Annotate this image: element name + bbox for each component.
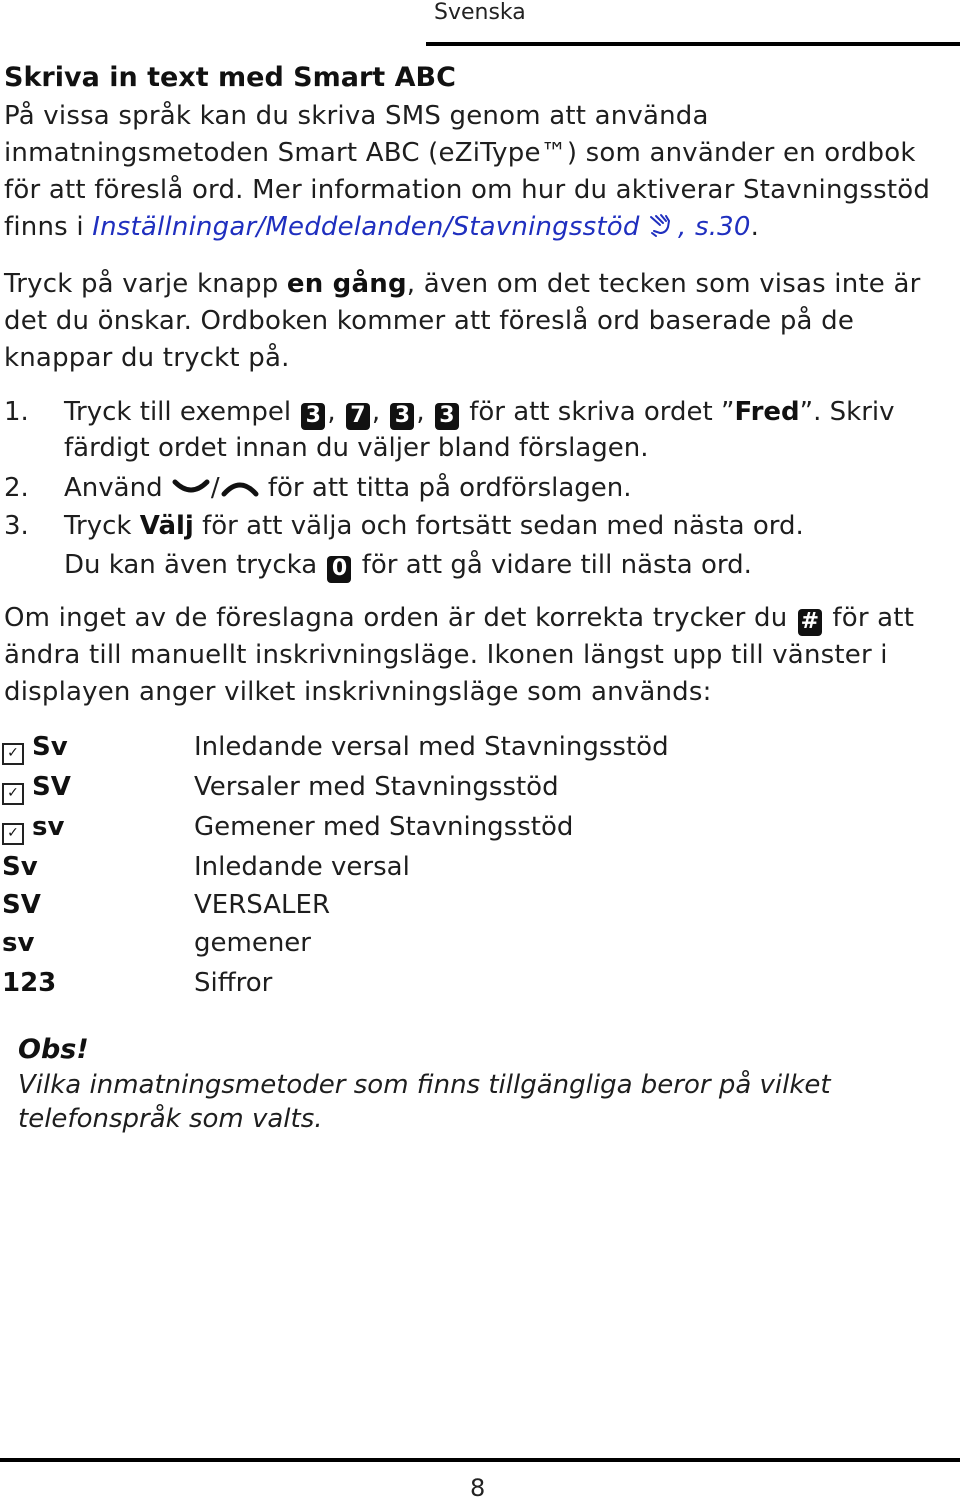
step-text	[64, 508, 804, 545]
key-3: 3	[435, 403, 459, 430]
para2-text-b: , även om det tecken som visas inte är det du önskar. Ordboken kommer att föreslå ord baserade på de knappar du tryckt på.	[4, 269, 921, 373]
up-arrow-icon	[220, 472, 260, 494]
section-title: Skriva in text med Smart ABC	[4, 62, 456, 93]
intro-end: .	[750, 212, 760, 242]
step-2-text-b: för att titta på ordförslagen.	[267, 473, 632, 503]
step-1-text-a: Tryck till exempel	[64, 397, 292, 427]
step-text	[64, 470, 632, 507]
page-number: 8	[470, 1474, 486, 1502]
step-3-text-b: för att välja och fortsätt sedan med nästa ord.	[193, 511, 804, 541]
mode-symbol: Sv	[2, 852, 38, 882]
step-3-line2-a: Du kan även trycka	[64, 550, 318, 580]
step-1	[4, 394, 960, 468]
mode-row	[0, 772, 960, 812]
para2-bold: en gång	[286, 269, 407, 299]
mode-description: Inledande versal	[194, 852, 410, 882]
step-3	[4, 508, 960, 584]
key-3: 3	[301, 403, 325, 430]
mode-row	[0, 928, 960, 968]
key-hash: #	[798, 609, 822, 636]
intro-text: På vissa språk kan du skriva SMS genom att använda inmatningsmetoden Smart ABC (eZiType™) som använder en ordbok för att föreslå ord. Mer information om hur du aktiverar Stavningsstöd finns i	[4, 101, 931, 242]
checkbox-icon: ✓	[2, 823, 24, 845]
header-rule	[426, 42, 960, 46]
step-3-line2-b: för att gå vidare till nästa ord.	[361, 550, 752, 580]
step-2-text-a: Använd	[64, 473, 163, 503]
mode-row	[0, 852, 960, 892]
settings-path-link[interactable]: Inställningar/Meddelanden/Stavningsstöd	[92, 212, 640, 242]
mode-description: Inledande versal med Stavningsstöd	[194, 732, 669, 762]
step-text	[64, 394, 895, 431]
mode-description: Versaler med Stavningsstöd	[194, 772, 559, 802]
mode-symbol: sv	[2, 928, 35, 958]
mode-row	[0, 968, 960, 1008]
checkbox-icon: ✓	[2, 743, 24, 765]
input-mode-list	[0, 732, 960, 1012]
footer-rule	[0, 1458, 960, 1462]
mode-symbol: ✓ SV	[2, 772, 71, 805]
step-2	[4, 470, 960, 508]
page-reference-link[interactable]: , s.30	[678, 212, 751, 242]
manual-mode-paragraph	[4, 600, 959, 711]
mode-row	[0, 812, 960, 852]
key-separator: ,	[416, 397, 425, 427]
key-separator: ,	[371, 397, 381, 427]
mode-symbol: ✓ sv	[2, 812, 64, 845]
down-arrow-icon	[171, 472, 211, 494]
mode-description: VERSALER	[194, 890, 331, 920]
key-3: 3	[390, 403, 414, 430]
step-1-text-b: för att skriva ordet ”	[469, 397, 735, 427]
step-number: 1.	[4, 397, 29, 427]
step-number: 2.	[4, 473, 29, 503]
slash: /	[210, 473, 220, 503]
key-separator: ,	[327, 397, 336, 427]
step-1-line-2: färdigt ordet innan du väljer bland förslagen.	[64, 433, 649, 463]
para2-text-a: Tryck på varje knapp	[4, 269, 287, 299]
para3-text-a: Om inget av de föreslagna orden är det korrekta trycker du	[4, 603, 788, 633]
step-3-text-a: Tryck	[64, 511, 140, 541]
intro-paragraph	[4, 98, 954, 246]
hand-pointing-icon	[648, 213, 678, 239]
mode-description: Gemener med Stavningsstöd	[194, 812, 574, 842]
key-7: 7	[346, 403, 370, 430]
note-text: Vilka inmatningsmetoder som finns tillgängliga beror på vilket telefonspråk som valts.	[18, 1070, 831, 1134]
mode-description: gemener	[194, 928, 311, 958]
note-title: Obs!	[18, 1034, 89, 1065]
mode-row	[0, 732, 960, 772]
mode-symbol: 123	[2, 968, 57, 998]
instruction-paragraph	[4, 266, 954, 377]
mode-symbol: ✓ Sv	[2, 732, 68, 765]
mode-description: Siffror	[194, 968, 273, 998]
step-3-line-2	[64, 547, 752, 584]
para3-text-b: för att ändra till manuellt inskrivningsläge. Ikonen längst upp till vänster i displayen anger vilket inskrivningsläge som används:	[4, 603, 915, 707]
checkbox-icon: ✓	[2, 783, 24, 805]
mode-row	[0, 890, 960, 930]
mode-symbol: SV	[2, 890, 41, 920]
key-0: 0	[327, 556, 351, 583]
step-1-text-c: ”. Skriv	[799, 397, 895, 427]
header-language: Svenska	[434, 0, 526, 25]
example-word: Fred	[734, 397, 800, 427]
step-number: 3.	[4, 511, 29, 541]
select-softkey-label: Välj	[139, 511, 194, 541]
